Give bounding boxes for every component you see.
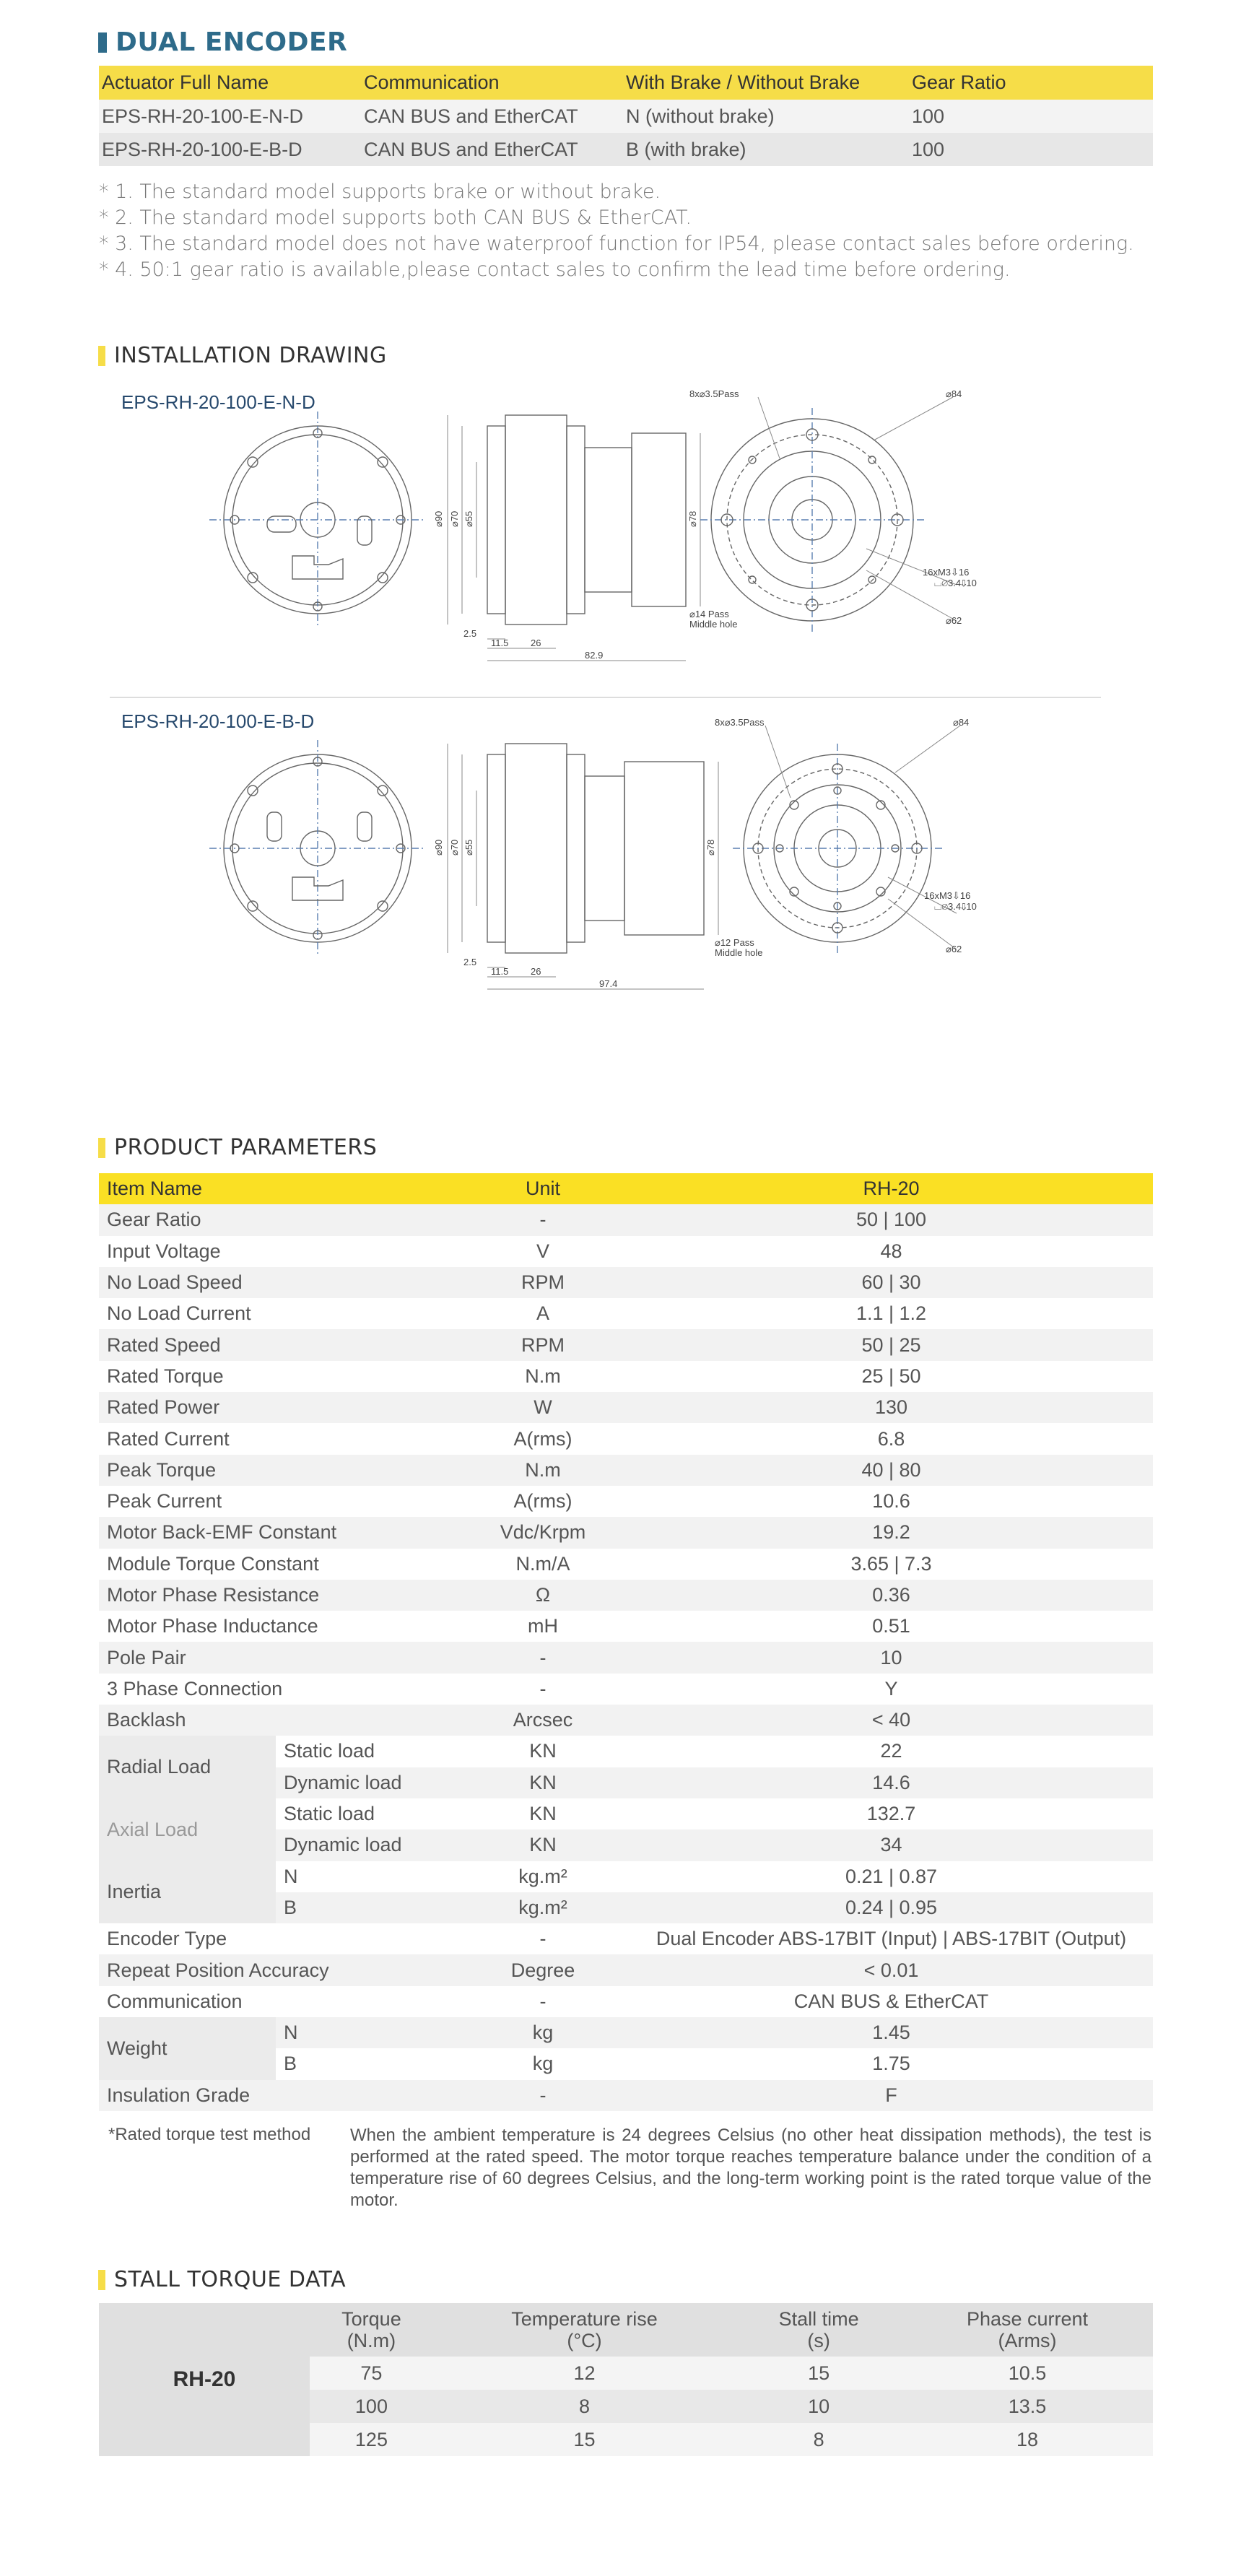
param-unit: KN: [456, 1798, 630, 1829]
thread-label: 16xM3⇩16: [923, 567, 970, 578]
param-value: 60 | 30: [630, 1267, 1153, 1298]
param-sub-name: N: [276, 2017, 456, 2048]
pass-label: 8x⌀3.5Pass: [715, 717, 765, 728]
cell: 100: [909, 133, 1153, 166]
table-row: [99, 1736, 1153, 1767]
param-name: Rated Current: [99, 1423, 456, 1454]
table-row: [99, 1642, 1153, 1673]
param-unit: mH: [456, 1611, 630, 1642]
cell: 10: [808, 2395, 830, 2417]
param-unit: N.m/A: [456, 1549, 630, 1580]
divider: [110, 697, 1101, 698]
param-value: Y: [630, 1674, 1153, 1705]
param-group-name: Axial Load: [99, 1798, 276, 1861]
table-row: [99, 1329, 1153, 1360]
cell: CAN BUS and EtherCAT: [361, 100, 623, 133]
table-row: [99, 1923, 1153, 1954]
header-text: Torque: [341, 2308, 401, 2330]
dim-label: ⌀78: [705, 839, 716, 856]
param-unit: Degree: [456, 1954, 630, 1985]
param-name: Rated Power: [99, 1392, 456, 1423]
param-sub-name: B: [276, 2048, 456, 2079]
param-name: Input Voltage: [99, 1236, 456, 1267]
table-row: [99, 1236, 1153, 1267]
parameters-table: [99, 1173, 1153, 2111]
table-row: [99, 1611, 1153, 1642]
dim-label: 11.5: [491, 638, 509, 648]
table-row: [99, 1705, 1153, 1736]
thread-label: ⌴⌀3.4⇩10: [934, 901, 977, 912]
param-sub-name: Dynamic load: [276, 1767, 456, 1798]
cell: 15: [808, 2362, 830, 2384]
table-header-row: [99, 66, 1153, 100]
param-value: 19.2: [630, 1517, 1153, 1548]
table-row: [99, 1798, 1153, 1829]
drawing-model-title: EPS-RH-20-100-E-N-D: [121, 391, 315, 413]
length-label: 97.4: [599, 978, 618, 989]
param-value: 34: [630, 1829, 1153, 1861]
dim-label: 26: [531, 638, 541, 648]
rear-view: [700, 397, 957, 632]
header-unit: (s): [807, 2330, 830, 2351]
cell: 10.5: [1008, 2362, 1047, 2384]
dim-label: 2.5: [463, 628, 477, 639]
param-name: No Load Current: [99, 1298, 456, 1329]
dim-label: ⌀78: [687, 510, 698, 527]
table-row: [99, 1298, 1153, 1329]
param-unit: kg.m²: [456, 1892, 630, 1923]
hole-label: ⌀12 Pass: [715, 937, 754, 948]
cell: 15: [573, 2428, 596, 2450]
thread-label: ⌴⌀3.4⇩10: [934, 578, 977, 588]
header-unit: (°C): [567, 2330, 602, 2351]
param-unit: Vdc/Krpm: [456, 1517, 630, 1548]
table-row: [99, 1954, 1153, 1985]
param-value: 6.8: [630, 1423, 1153, 1454]
dual-encoder-title-text: DUAL ENCODER: [116, 27, 348, 57]
table-row: [99, 1517, 1153, 1548]
param-name: Repeat Position Accuracy: [99, 1954, 456, 1985]
header-cell: With Brake / Without Brake: [623, 66, 909, 100]
hole-label: ⌀14 Pass: [689, 609, 729, 619]
param-name: Encoder Type: [99, 1923, 456, 1954]
header-unit: (N.m): [347, 2330, 396, 2351]
dim-label: ⌀90: [433, 839, 444, 856]
installation-drawing-n: [209, 383, 1126, 686]
dim-label: ⌀55: [463, 510, 474, 527]
param-value: 0.24 | 0.95: [630, 1892, 1153, 1923]
title-bar: [98, 32, 107, 53]
param-unit: -: [456, 1204, 630, 1235]
param-unit: A(rms): [456, 1486, 630, 1517]
cell: 18: [1016, 2428, 1039, 2450]
param-unit: Ω: [456, 1580, 630, 1611]
table-row: [99, 1674, 1153, 1705]
param-name: Peak Torque: [99, 1455, 456, 1486]
header-cell: Unit: [456, 1173, 630, 1204]
table-row: [99, 1580, 1153, 1611]
param-unit: N.m: [456, 1361, 630, 1392]
param-unit: -: [456, 2080, 630, 2111]
note: * 2. The standard model supports both CAN BUS & EtherCAT.: [99, 206, 692, 229]
param-sub-name: B: [276, 1892, 456, 1923]
header-cell: [310, 2303, 433, 2357]
model-label: RH-20: [99, 2303, 310, 2456]
dual-encoder-title: [98, 27, 347, 57]
header-unit: (Arms): [998, 2330, 1057, 2351]
param-name: Gear Ratio: [99, 1204, 456, 1235]
param-value: 0.51: [630, 1611, 1153, 1642]
param-value: 1.75: [630, 2048, 1153, 2079]
dual-encoder-table: [99, 66, 1153, 166]
param-value: 10.6: [630, 1486, 1153, 1517]
table-row: [99, 1423, 1153, 1454]
dim-label: ⌀84: [953, 717, 970, 728]
param-name: No Load Speed: [99, 1267, 456, 1298]
param-value: Dual Encoder ABS-17BIT (Input) | ABS-17BIT (Output): [630, 1923, 1153, 1954]
table-header-row: [99, 2303, 1153, 2357]
installation-title: [98, 343, 387, 368]
param-sub-name: Static load: [276, 1736, 456, 1767]
note: * 1. The standard model supports brake or without brake.: [99, 180, 661, 203]
table-row: [99, 1361, 1153, 1392]
table-row: [99, 1455, 1153, 1486]
table-row: [99, 1549, 1153, 1580]
dim-label: ⌀62: [946, 615, 962, 626]
note: * 3. The standard model does not have waterproof function for IP54, please contact sales before ordering.: [99, 232, 1134, 255]
cell: 100: [354, 2395, 388, 2417]
param-value: 22: [630, 1736, 1153, 1767]
param-name: Motor Phase Inductance: [99, 1611, 456, 1642]
header-cell: [433, 2303, 736, 2357]
table-row: [99, 100, 1153, 133]
note: * 4. 50:1 gear ratio is available,please contact sales to confirm the lead time before ordering.: [99, 258, 1011, 281]
table-row: [99, 1392, 1153, 1423]
param-value: 132.7: [630, 1798, 1153, 1829]
param-value: < 0.01: [630, 1954, 1153, 1985]
stall-table: [99, 2303, 1153, 2456]
hole-label: Middle hole: [715, 947, 763, 958]
stall-title: [98, 2267, 346, 2292]
param-name: Motor Phase Resistance: [99, 1580, 456, 1611]
param-value: 0.21 | 0.87: [630, 1861, 1153, 1892]
param-unit: kg: [456, 2017, 630, 2048]
cell: 8: [579, 2395, 591, 2417]
param-value: 1.1 | 1.2: [630, 1298, 1153, 1329]
param-value: 14.6: [630, 1767, 1153, 1798]
param-unit: A: [456, 1298, 630, 1329]
param-value: 25 | 50: [630, 1361, 1153, 1392]
title-bar: [98, 2270, 105, 2290]
header-cell: Gear Ratio: [909, 66, 1153, 100]
table-row: [99, 2017, 1153, 2048]
table-row: [99, 1861, 1153, 1892]
dim-label: ⌀55: [463, 839, 474, 856]
param-group-name: Inertia: [99, 1861, 276, 1924]
dim-label: ⌀90: [433, 510, 444, 527]
parameters-title-text: PRODUCT PARAMETERS: [114, 1135, 378, 1160]
dim-label: 11.5: [491, 966, 509, 977]
param-value: 48: [630, 1236, 1153, 1267]
param-value: < 40: [630, 1705, 1153, 1736]
table-row: [99, 2080, 1153, 2111]
front-view: [209, 740, 426, 957]
param-unit: KN: [456, 1829, 630, 1861]
dim-label: ⌀84: [946, 388, 962, 399]
cell: 125: [354, 2428, 388, 2450]
param-value: 40 | 80: [630, 1455, 1153, 1486]
header-cell: [902, 2303, 1153, 2357]
cell: EPS-RH-20-100-E-B-D: [99, 133, 361, 166]
title-bar: [98, 1138, 105, 1158]
cell: 13.5: [1008, 2395, 1047, 2417]
thread-label: 16xM3⇩16: [924, 890, 971, 901]
param-unit: RPM: [456, 1267, 630, 1298]
param-unit: V: [456, 1236, 630, 1267]
title-bar: [98, 346, 105, 366]
header-cell: RH-20: [630, 1173, 1153, 1204]
param-name: Backlash: [99, 1705, 456, 1736]
dim-label: ⌀62: [946, 944, 962, 954]
side-view: [448, 744, 718, 989]
rear-view: [733, 726, 960, 953]
cell: 8: [813, 2428, 824, 2450]
cell: 100: [909, 100, 1153, 133]
param-value: 0.36: [630, 1580, 1153, 1611]
param-name: 3 Phase Connection: [99, 1674, 456, 1705]
pass-label: 8x⌀3.5Pass: [689, 388, 739, 399]
hole-label: Middle hole: [689, 619, 738, 630]
table-row: [99, 1204, 1153, 1235]
side-view: [448, 415, 700, 664]
cell: EPS-RH-20-100-E-N-D: [99, 100, 361, 133]
param-unit: W: [456, 1392, 630, 1423]
param-value: 130: [630, 1392, 1153, 1423]
param-name: Rated Torque: [99, 1361, 456, 1392]
param-value: CAN BUS & EtherCAT: [630, 1986, 1153, 2017]
param-name: Peak Current: [99, 1486, 456, 1517]
param-value: 1.45: [630, 2017, 1153, 2048]
param-value: F: [630, 2080, 1153, 2111]
param-name: Motor Back-EMF Constant: [99, 1517, 456, 1548]
cell: B (with brake): [623, 133, 909, 166]
param-value: 50 | 100: [630, 1204, 1153, 1235]
param-value: 10: [630, 1642, 1153, 1673]
param-unit: Arcsec: [456, 1705, 630, 1736]
header-text: Phase current: [966, 2308, 1089, 2330]
installation-title-text: INSTALLATION DRAWING: [114, 343, 387, 368]
param-unit: RPM: [456, 1329, 630, 1360]
param-name: Communication: [99, 1986, 456, 2017]
param-sub-name: Dynamic load: [276, 1829, 456, 1861]
header-cell: [736, 2303, 902, 2357]
param-unit: kg: [456, 2048, 630, 2079]
param-unit: A(rms): [456, 1423, 630, 1454]
param-group-name: Weight: [99, 2017, 276, 2080]
param-name: Pole Pair: [99, 1642, 456, 1673]
param-unit: -: [456, 1986, 630, 2017]
cell: 75: [360, 2362, 383, 2384]
cell: 12: [573, 2362, 596, 2384]
dual-encoder-notes: [99, 179, 1134, 283]
param-unit: KN: [456, 1767, 630, 1798]
footnote-label: *Rated torque test method: [108, 2125, 311, 2144]
param-group-name: Radial Load: [99, 1736, 276, 1798]
param-unit: -: [456, 1674, 630, 1705]
param-unit: KN: [456, 1736, 630, 1767]
param-name: Module Torque Constant: [99, 1549, 456, 1580]
param-sub-name: Static load: [276, 1798, 456, 1829]
param-value: 50 | 25: [630, 1329, 1153, 1360]
param-unit: kg.m²: [456, 1861, 630, 1892]
installation-drawing-b: [209, 711, 1126, 1014]
drawing-model-title: EPS-RH-20-100-E-B-D: [121, 710, 315, 732]
dim-label: ⌀70: [449, 839, 460, 856]
header-cell: Communication: [361, 66, 623, 100]
param-unit: N.m: [456, 1455, 630, 1486]
header-cell: Item Name: [99, 1173, 456, 1204]
header-text: Temperature rise: [511, 2308, 658, 2330]
front-view: [209, 412, 426, 628]
param-name: Insulation Grade: [99, 2080, 456, 2111]
footnote-text: When the ambient temperature is 24 degrees Celsius (no other heat dissipation methods), the test is performed at the rated speed. The motor torque reaches temperature balance under the condition of a temperature rise of 60 degrees Celsius, and the long-term working point is the rated torque value of the motor.: [350, 2125, 1151, 2210]
dim-label: ⌀70: [449, 510, 460, 527]
header-cell: Actuator Full Name: [99, 66, 361, 100]
table-row: [99, 1486, 1153, 1517]
param-unit: -: [456, 1923, 630, 1954]
cell: CAN BUS and EtherCAT: [361, 133, 623, 166]
param-value: 3.65 | 7.3: [630, 1549, 1153, 1580]
table-header-row: [99, 1173, 1153, 1204]
dim-label: 2.5: [463, 957, 477, 967]
parameters-title: [98, 1135, 377, 1160]
header-text: Stall time: [778, 2308, 859, 2330]
param-unit: -: [456, 1642, 630, 1673]
param-sub-name: N: [276, 1861, 456, 1892]
stall-title-text: STALL TORQUE DATA: [114, 2267, 347, 2292]
dim-label: 26: [531, 966, 541, 977]
table-row: [99, 1986, 1153, 2017]
table-row: [99, 1267, 1153, 1298]
table-row: [99, 133, 1153, 166]
param-name: Rated Speed: [99, 1329, 456, 1360]
length-label: 82.9: [585, 650, 604, 661]
cell: N (without brake): [623, 100, 909, 133]
